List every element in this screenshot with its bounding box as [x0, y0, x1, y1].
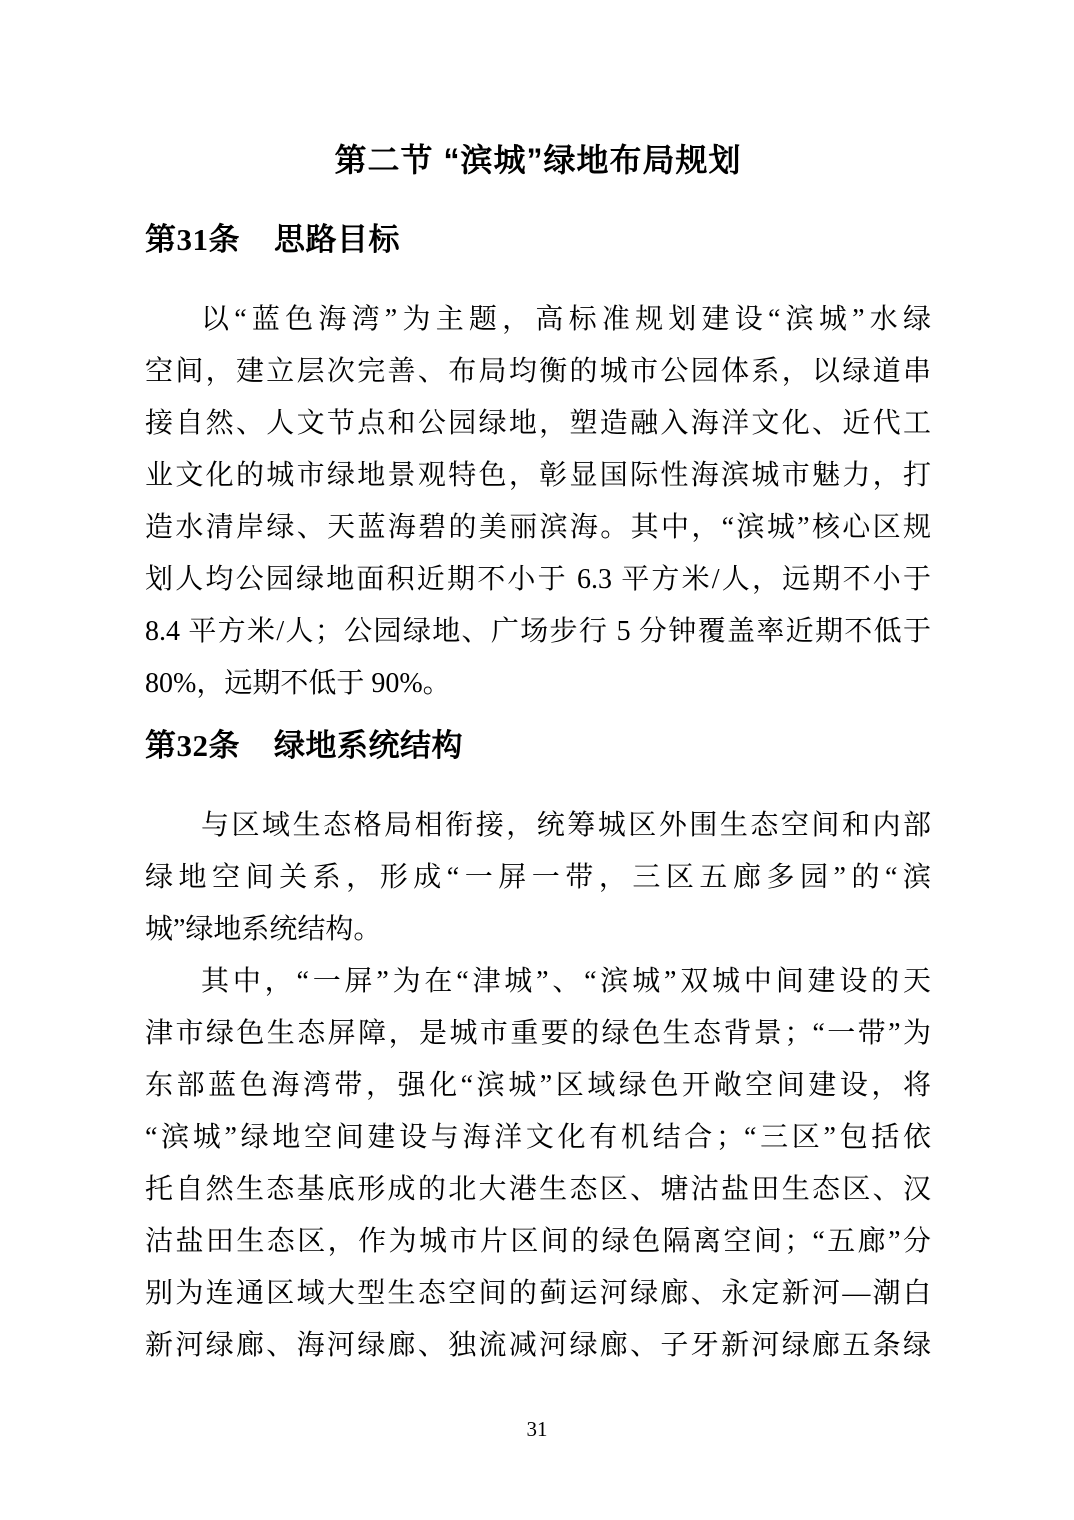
- text-line: 以“蓝色海湾”为主题，高标准规划建设“滨城”水绿: [201, 304, 931, 335]
- text-line: 托自然生态基底形成的北大港生态区、塘沽盐田生态区、汉: [145, 1174, 931, 1205]
- text-line: 东部蓝色海湾带，强化“滨城”区域绿色开敞空间建设，将: [145, 1070, 931, 1101]
- text-line: 新河绿廊、海河绿廊、独流减河绿廊、子牙新河绿廊五条绿: [145, 1330, 931, 1361]
- text-line: 80%，远期不低于 90%。: [145, 668, 451, 699]
- text-line: 沽盐田生态区，作为城市片区间的绿色隔离空间；“五廊”分: [145, 1226, 931, 1257]
- article-32-title: 绿地系统结构: [274, 728, 463, 763]
- text-line: 别为连通区域大型生态空间的蓟运河绿廊、永定新河—潮白: [145, 1278, 931, 1309]
- text-line: 绿地空间关系，形成“一屏一带，三区五廊多园”的“滨: [145, 862, 931, 893]
- article-31-heading: [145, 216, 931, 264]
- article-32-number: 第32条: [145, 728, 240, 763]
- text-line: 8.4 平方米/人；公园绿地、广场步行 5 分钟覆盖率近期不低于: [145, 616, 931, 647]
- article-31-title: 思路目标: [274, 222, 400, 257]
- text-line: 造水清岸绿、天蓝海碧的美丽滨海。其中，“滨城”核心区规: [145, 512, 931, 543]
- text-line: 城”绿地系统结构。: [145, 914, 382, 945]
- article-32-heading: [145, 722, 931, 770]
- text-line: 接自然、人文节点和公园绿地，塑造融入海洋文化、近代工: [145, 408, 931, 439]
- article-31-number: 第31条: [145, 222, 240, 257]
- article-31-paragraph-1: [145, 294, 931, 710]
- text-line: 津市绿色生态屏障，是城市重要的绿色生态背景；“一带”为: [145, 1018, 931, 1049]
- page-content: [145, 136, 931, 1372]
- text-line: 业文化的城市绿地景观特色，彰显国际性海滨城市魅力，打: [145, 460, 931, 491]
- text-line: “滨城”绿地空间建设与海洋文化有机结合；“三区”包括依: [145, 1122, 931, 1153]
- section-title: 第二节 “滨城”绿地布局规划: [334, 142, 742, 178]
- article-32-paragraph-1: [145, 800, 931, 956]
- text-line: 划人均公园绿地面积近期不小于 6.3 平方米/人，远期不小于: [145, 564, 931, 595]
- text-line: 与区域生态格局相衔接，统筹城区外围生态空间和内部: [201, 810, 931, 841]
- article-32-paragraph-2: [145, 956, 931, 1372]
- page-number: 31: [526, 1417, 548, 1441]
- text-line: 其中，“一屏”为在“津城”、“滨城”双城中间建设的天: [201, 966, 931, 997]
- text-line: 空间，建立层次完善、布局均衡的城市公园体系，以绿道串: [145, 356, 931, 387]
